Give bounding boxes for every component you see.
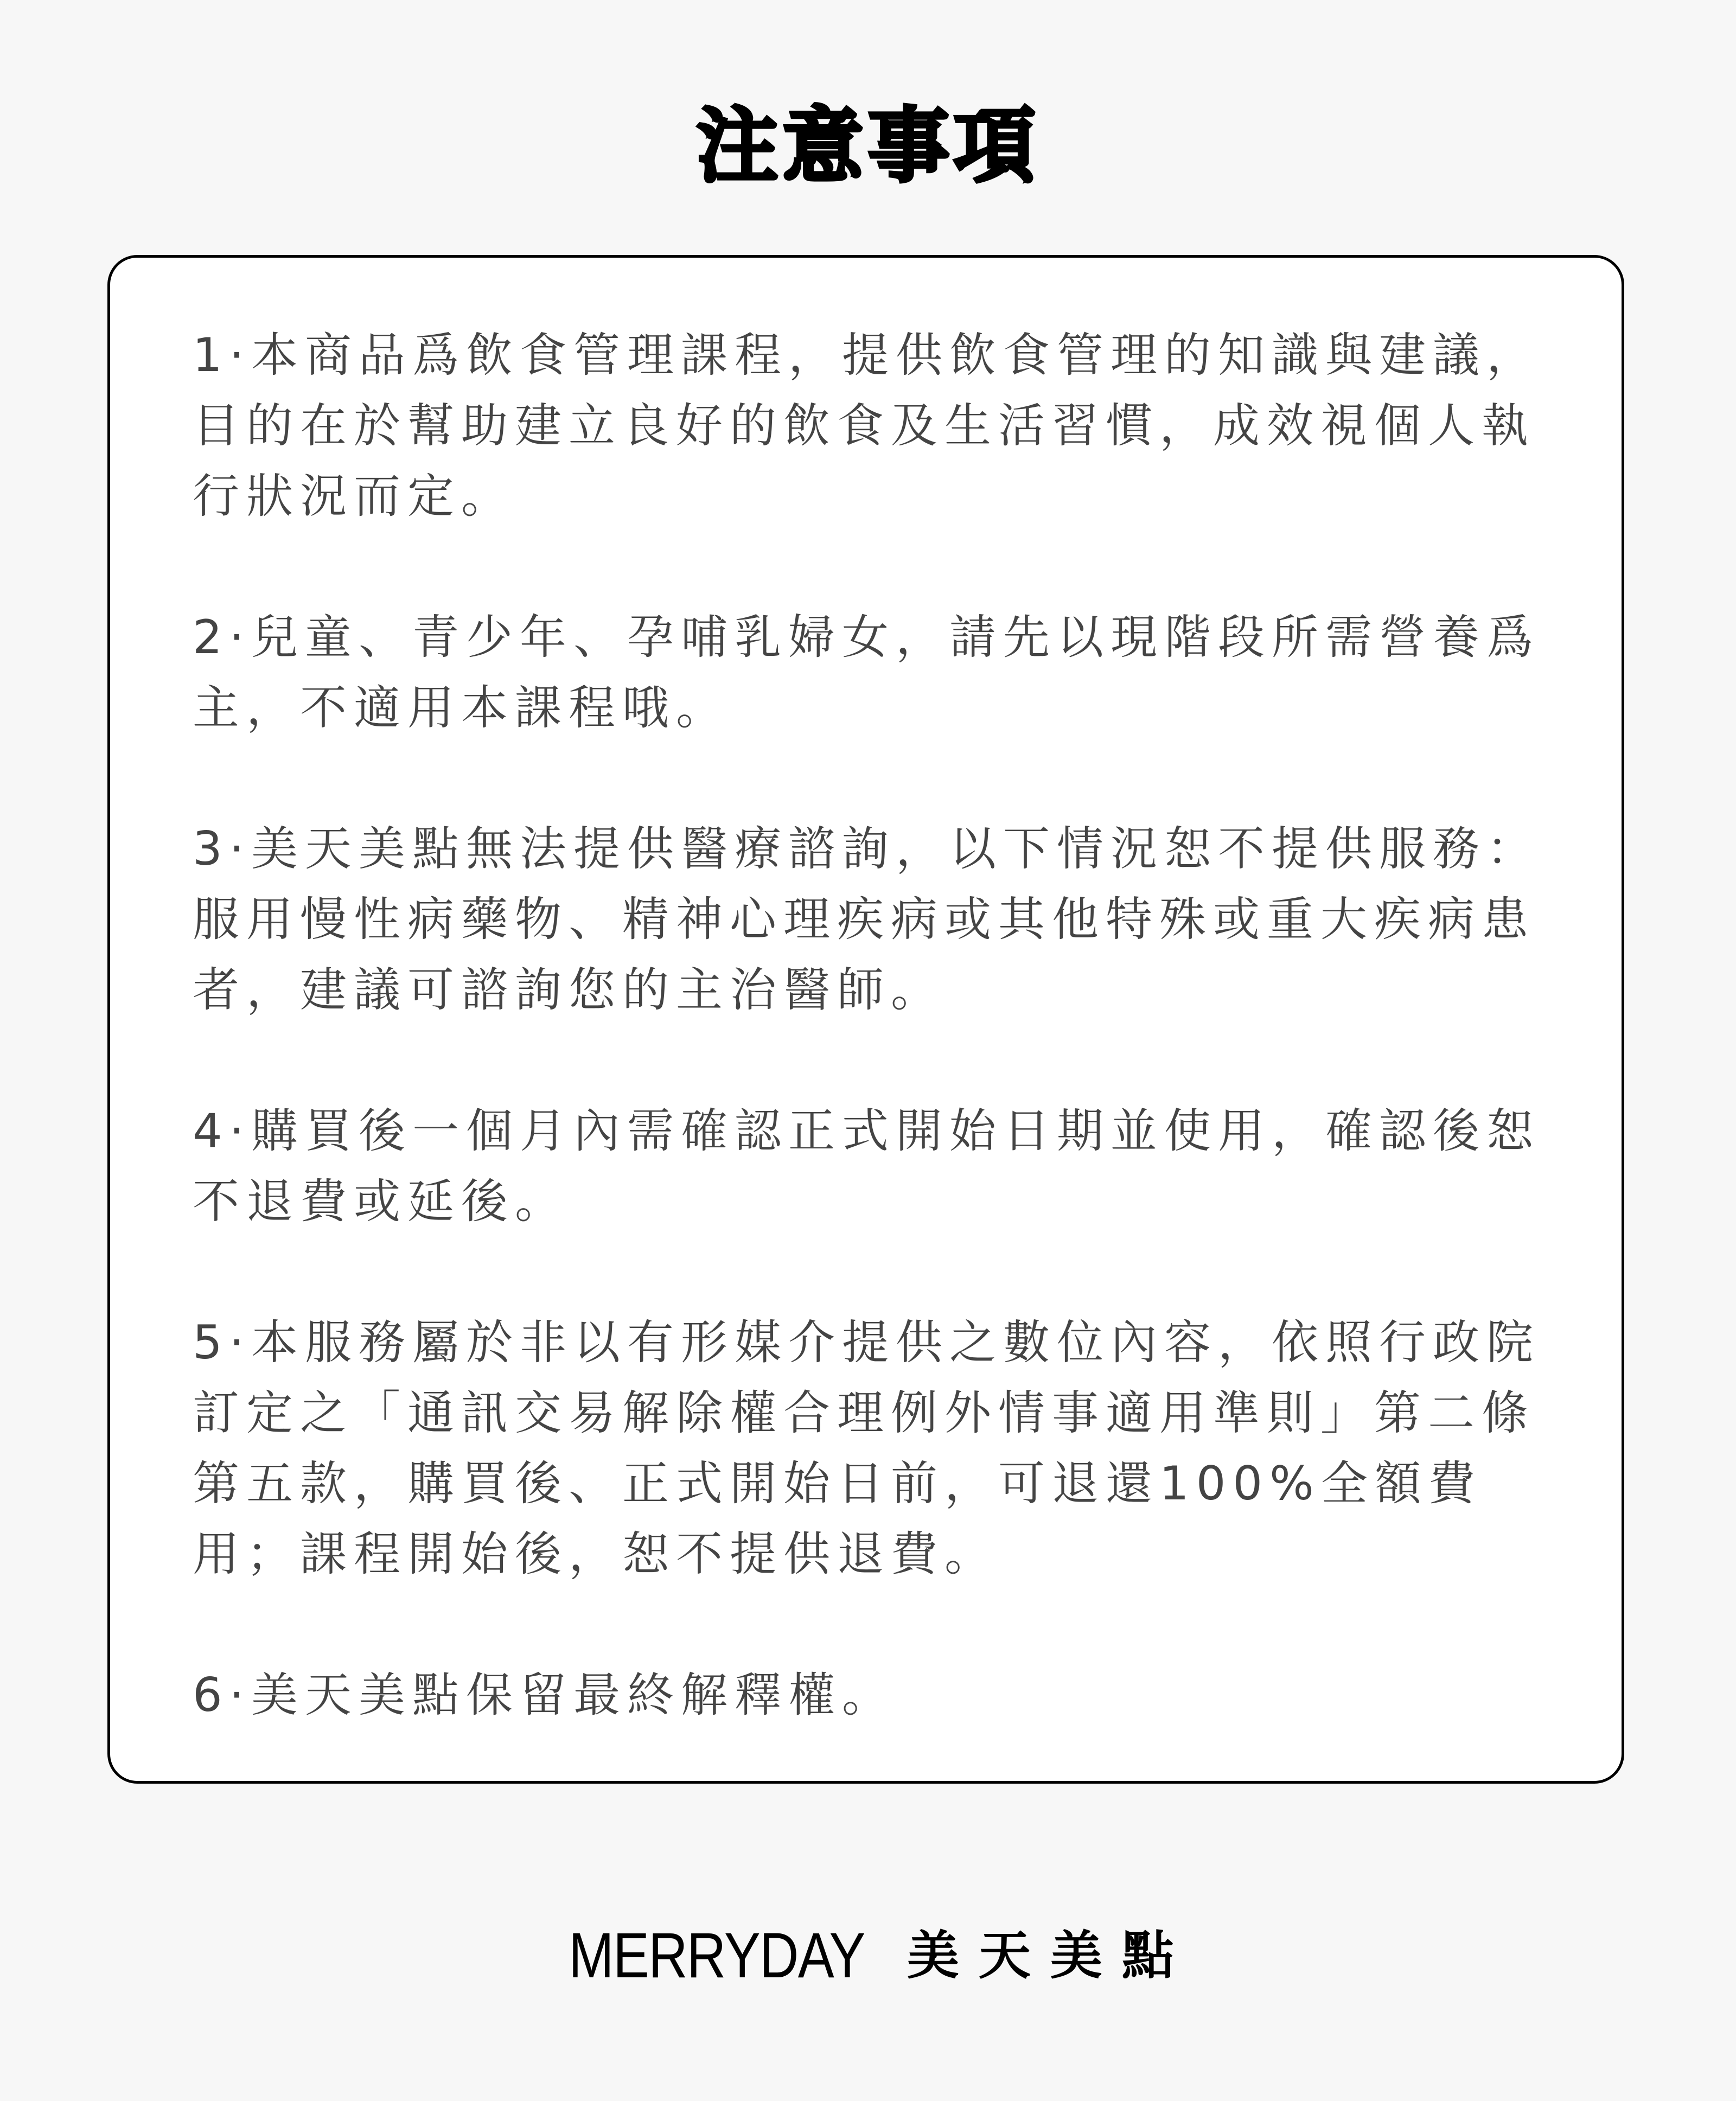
notice-card <box>107 255 1624 1784</box>
brand-logo <box>0 1920 1736 1991</box>
notice-item-3: 3·美天美點無法提供醫療諮詢，以下情況恕不提供服務：服用慢性病藥物、精神心理疾病或其他特殊或重大疾病患者，建議可諮詢您的主治醫師。 <box>193 822 1541 1017</box>
notice-list <box>193 320 1560 1801</box>
brand-logo-english: MERRYDAY <box>569 1920 865 1991</box>
notice-item-6: 6·美天美點保留最終解釋權。 <box>193 1668 896 1722</box>
notice-item-5: 5·本服務屬於非以有形媒介提供之數位內容，依照行政院訂定之「通訊交易解除權合理例外情事適用準則」第二條第五款，購買後、正式開始日前，可退還100%全額費用；課程開始後，恕不提供退費。 <box>193 1315 1541 1581</box>
notice-item-4: 4·購買後一個月內需確認正式開始日期並使用，確認後恕不退費或延後。 <box>193 1104 1541 1229</box>
notice-item-2: 2·兒童、青少年、孕哺乳婦女，請先以現階段所需營養爲主，不適用本課程哦。 <box>193 610 1541 735</box>
page-title: 注意事項 <box>696 99 1039 194</box>
notice-item-1: 1·本商品爲飲食管理課程，提供飲食管理的知識與建議，目的在於幫助建立良好的飲食及生活習慣，成效視個人執行狀況而定。 <box>193 328 1541 523</box>
brand-logo-chinese: 美天美點 <box>907 1925 1194 1986</box>
